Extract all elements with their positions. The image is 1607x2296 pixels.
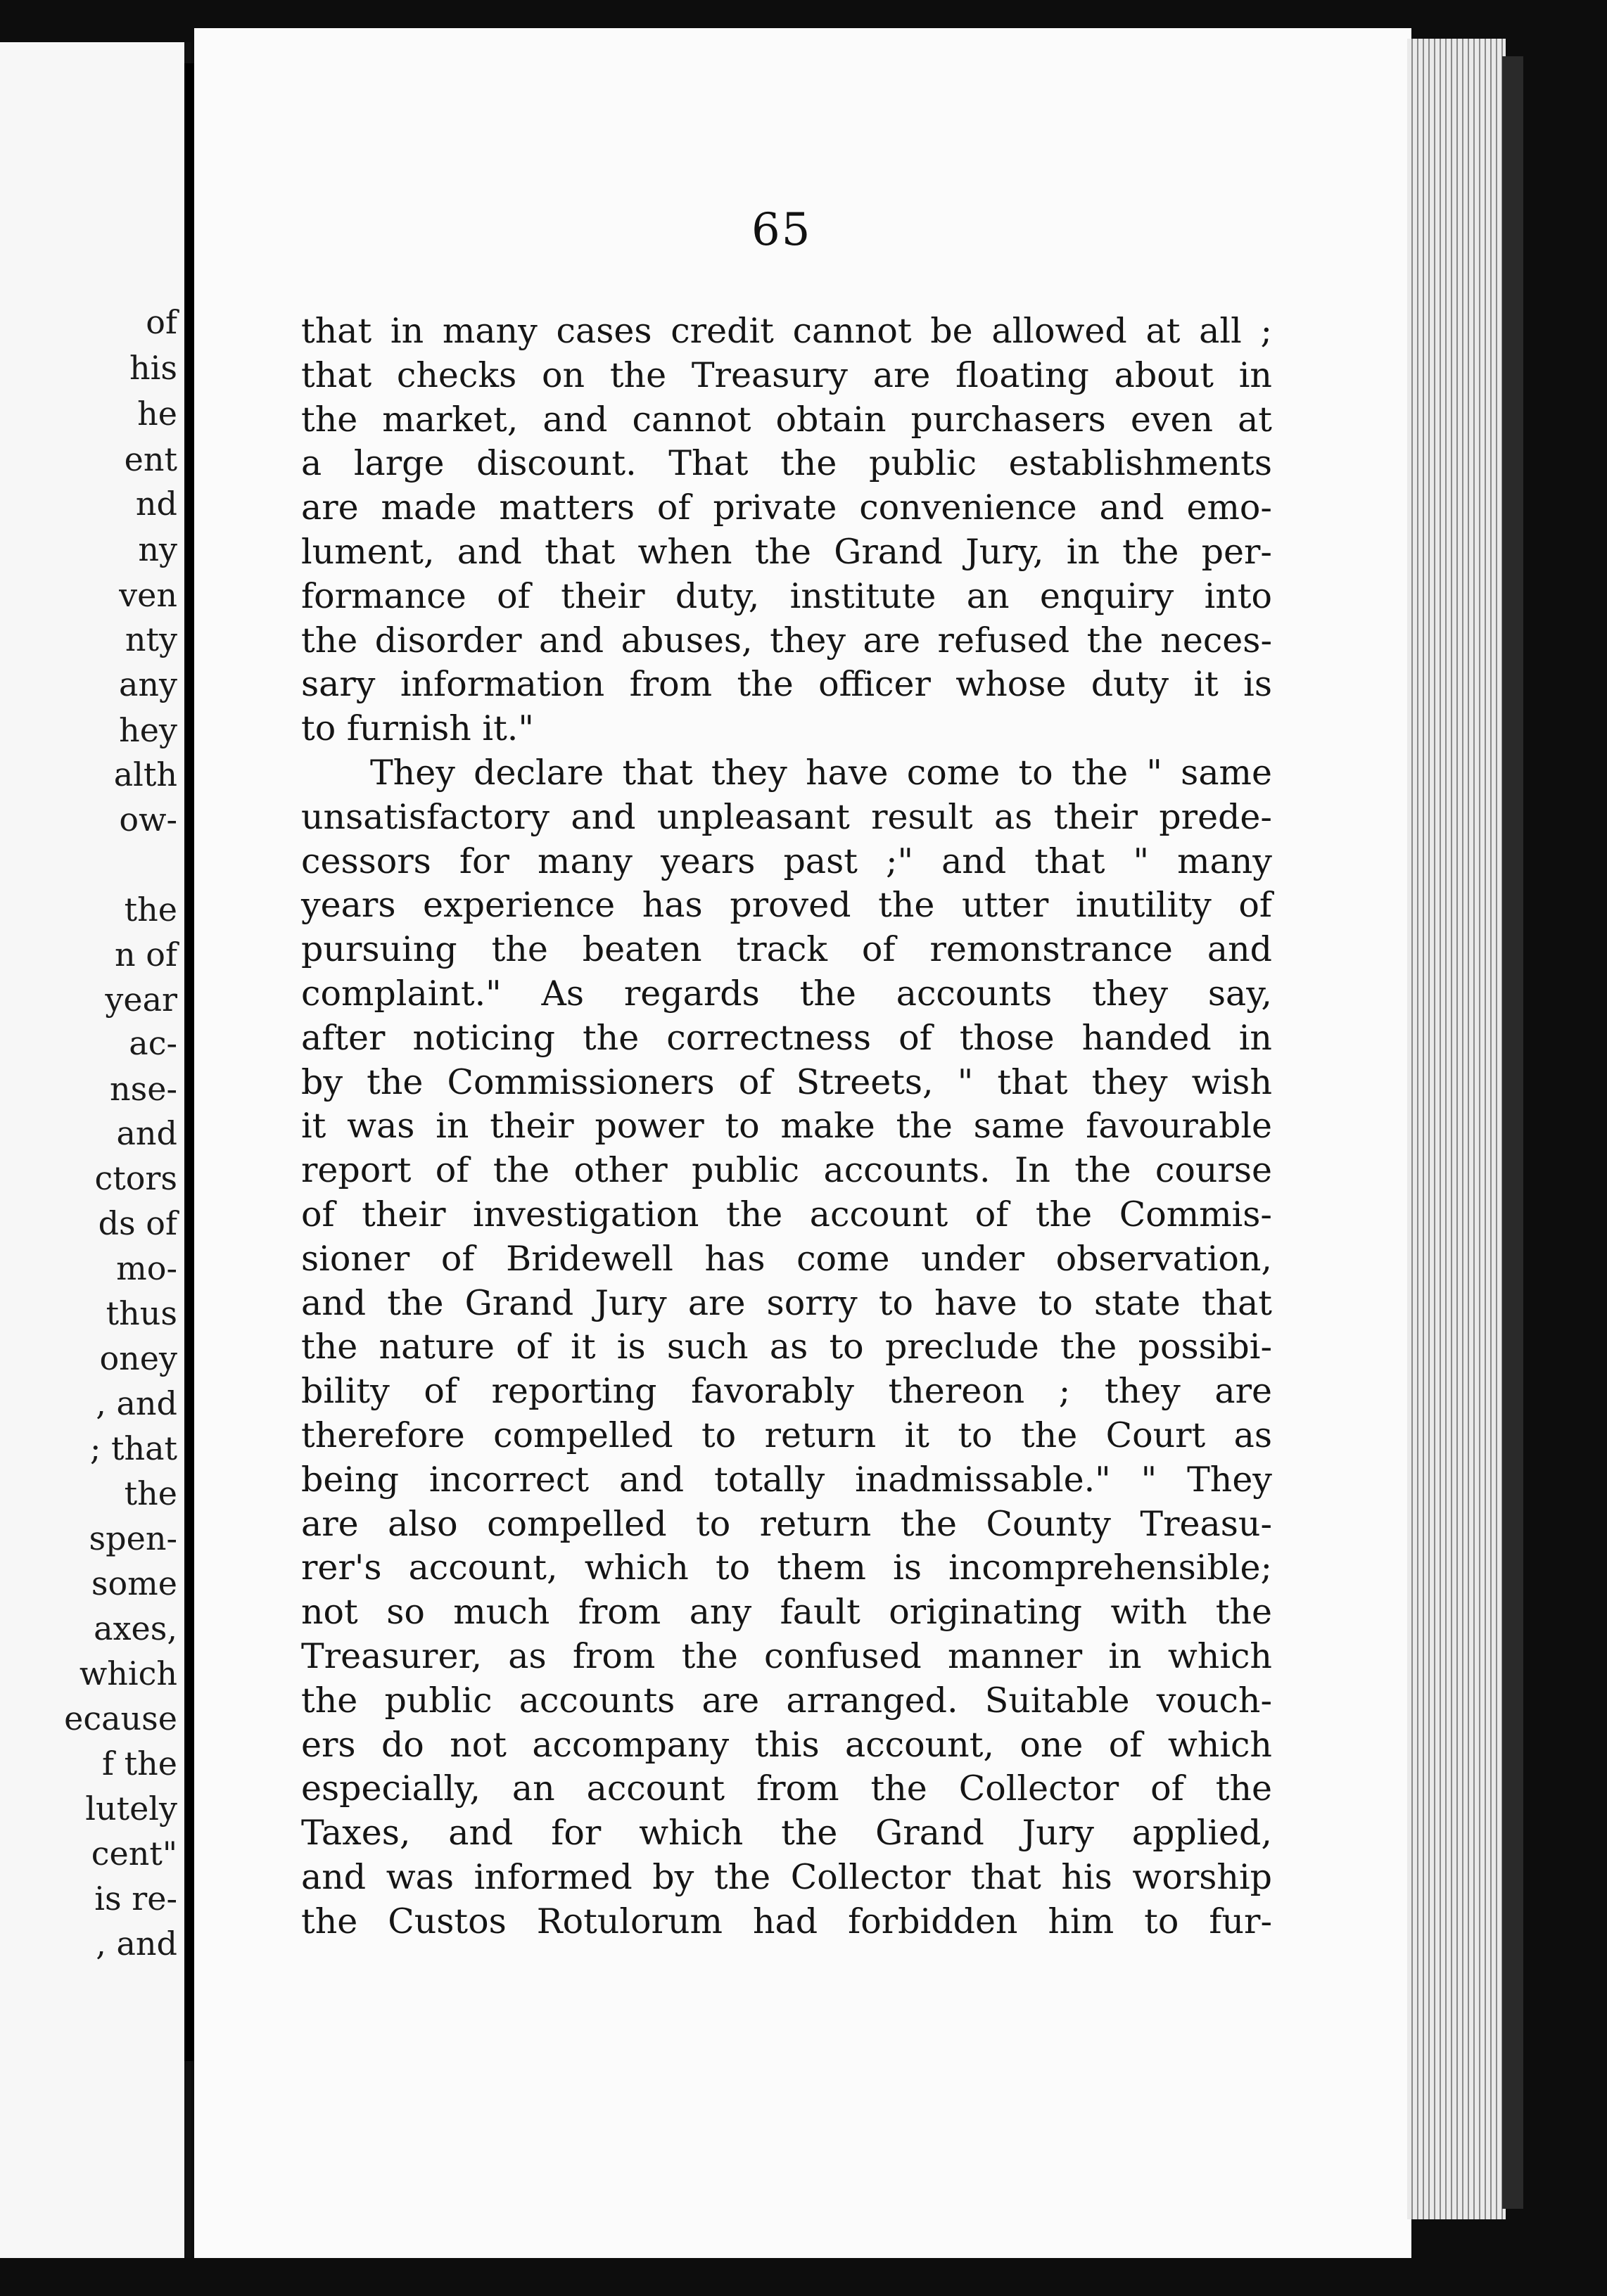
previous-page-fragment: of bbox=[146, 303, 177, 341]
body-text bbox=[301, 310, 1272, 1944]
previous-page-fragment: and bbox=[116, 1114, 177, 1152]
text-line: cessors for many years past ;" and that " many bbox=[301, 841, 1272, 881]
previous-page-fragment: ecause bbox=[64, 1699, 177, 1737]
text-line: report of the other public accounts. In the course bbox=[301, 1150, 1272, 1191]
text-line: They declare that they have come to the " same bbox=[370, 752, 1272, 793]
text-line: the Custos Rotulorum had forbidden him to fur- bbox=[301, 1901, 1272, 1941]
text-line: sioner of Bridewell has come under observation, bbox=[301, 1238, 1272, 1279]
text-line: and the Grand Jury are sorry to have to state that bbox=[301, 1282, 1272, 1323]
text-line: years experience has proved the utter inutility of bbox=[301, 885, 1272, 926]
text-line: the market, and cannot obtain purchasers even at bbox=[301, 399, 1272, 440]
text-line: that checks on the Treasury are floating about in bbox=[301, 355, 1272, 395]
previous-page-fragment: any bbox=[118, 665, 177, 703]
previous-page-fragment: ven bbox=[119, 576, 177, 614]
text-line: are made matters of private convenience and emo- bbox=[301, 487, 1272, 528]
text-line: and was informed by the Collector that his worship bbox=[301, 1856, 1272, 1897]
previous-page-fragment: oney bbox=[99, 1339, 177, 1377]
text-line: being incorrect and totally inadmissable." " They bbox=[301, 1459, 1272, 1500]
previous-page-fragment: nty bbox=[125, 620, 177, 658]
page-number: 65 bbox=[751, 204, 812, 256]
previous-page-fragment: spen- bbox=[89, 1519, 177, 1557]
text-line: formance of their duty, institute an enquiry into bbox=[301, 575, 1272, 616]
previous-page-fragment: alth bbox=[113, 755, 177, 793]
previous-page-fragment: mo- bbox=[116, 1249, 177, 1287]
text-line: after noticing the correctness of those handed in bbox=[301, 1017, 1272, 1058]
text-line: therefore compelled to return it to the Court as bbox=[301, 1415, 1272, 1455]
previous-page-fragment: ac- bbox=[129, 1024, 177, 1062]
previous-page-fragment: he bbox=[137, 395, 177, 433]
text-line: sary information from the officer whose duty it is bbox=[301, 664, 1272, 705]
previous-page-fragment: ny bbox=[138, 530, 177, 568]
previous-page-fragment: , and bbox=[96, 1384, 177, 1422]
text-line: unsatisfactory and unpleasant result as their prede- bbox=[301, 796, 1272, 837]
page-edges-shadow bbox=[1502, 56, 1523, 2209]
previous-page-fragment: is re- bbox=[94, 1880, 177, 1918]
page-edges bbox=[1407, 39, 1506, 2219]
text-line: the public accounts are arranged. Suitable vouch- bbox=[301, 1680, 1272, 1721]
previous-page-fragment: n of bbox=[115, 936, 177, 974]
text-line: bility of reporting favorably thereon ; they are bbox=[301, 1371, 1272, 1412]
text-line: Taxes, and for which the Grand Jury applied, bbox=[301, 1813, 1272, 1854]
previous-page-fragment: nse- bbox=[110, 1070, 177, 1108]
book-gutter bbox=[184, 63, 194, 2061]
previous-page-fragment: his bbox=[129, 349, 177, 387]
previous-page-fragment: hey bbox=[119, 711, 177, 749]
previous-page-fragment: which bbox=[79, 1654, 177, 1692]
previous-page-fragment: ds of bbox=[98, 1204, 177, 1242]
text-line: of their investigation the account of the Commis- bbox=[301, 1194, 1272, 1235]
text-line: ers do not accompany this account, one of which bbox=[301, 1724, 1272, 1765]
text-line: not so much from any fault originating with the bbox=[301, 1592, 1272, 1633]
previous-page-fragment: thus bbox=[106, 1294, 177, 1332]
previous-page-fragment: some bbox=[91, 1564, 177, 1602]
previous-page-edge bbox=[0, 42, 191, 2258]
previous-page-fragment: cent" bbox=[91, 1835, 177, 1873]
text-line: lument, and that when the Grand Jury, in the per- bbox=[301, 531, 1272, 572]
previous-page-fragment: the bbox=[124, 891, 177, 929]
previous-page-fragment: axes, bbox=[94, 1609, 177, 1647]
text-line: the disorder and abuses, they are refused the neces- bbox=[301, 620, 1272, 661]
previous-page-fragment: f the bbox=[102, 1745, 177, 1782]
previous-page-fragment: ent bbox=[124, 440, 177, 478]
previous-page-fragment: ow- bbox=[119, 801, 177, 838]
previous-page-fragment: lutely bbox=[85, 1790, 177, 1828]
previous-page-fragment: ; that bbox=[89, 1429, 177, 1467]
text-line: by the Commissioners of Streets, " that they wish bbox=[301, 1061, 1272, 1102]
previous-page-fragment: , and bbox=[96, 1925, 177, 1963]
text-line: Treasurer, as from the confused manner in which bbox=[301, 1635, 1272, 1676]
text-line: are also compelled to return the County Treasu- bbox=[301, 1503, 1272, 1544]
text-line: that in many cases credit cannot be allowed at all ; bbox=[301, 311, 1272, 351]
previous-page-fragment: the bbox=[124, 1474, 177, 1512]
previous-page-fragment: year bbox=[105, 981, 177, 1019]
text-line: it was in their power to make the same favourable bbox=[301, 1106, 1272, 1147]
text-line: the nature of it is such as to preclude the possibi- bbox=[301, 1327, 1272, 1367]
previous-page-fragment: ctors bbox=[94, 1159, 177, 1197]
text-line: to furnish it." bbox=[301, 708, 534, 749]
text-line: complaint." As regards the accounts they say, bbox=[301, 973, 1272, 1014]
text-line: rer's account, which to them is incomprehensible; bbox=[301, 1548, 1272, 1588]
text-line: especially, an account from the Collector of the bbox=[301, 1768, 1272, 1809]
text-line: pursuing the beaten track of remonstrance and bbox=[301, 929, 1272, 970]
previous-page-fragment: nd bbox=[135, 485, 177, 523]
text-line: a large discount. That the public establishments bbox=[301, 443, 1272, 484]
